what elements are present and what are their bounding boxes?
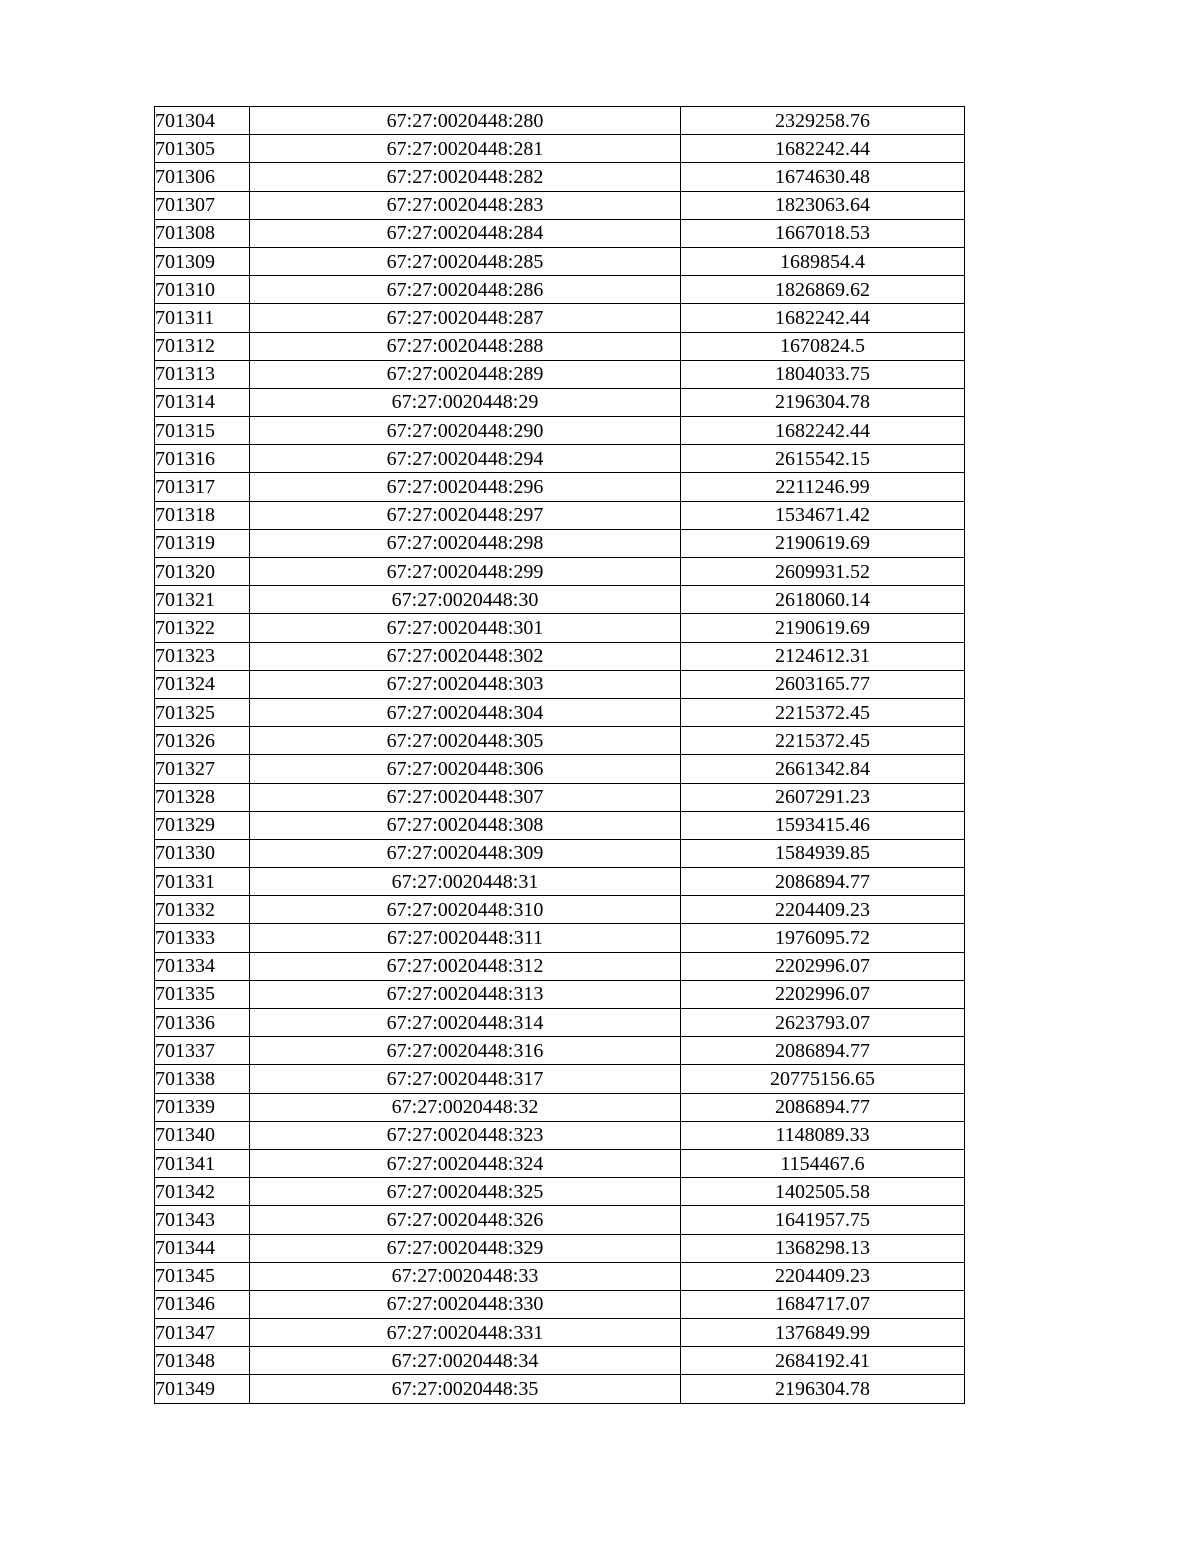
- table-row: [155, 811, 965, 839]
- row-id-cell: 701327: [155, 755, 250, 783]
- row-id-cell: 701345: [155, 1262, 250, 1290]
- cadastral-number-cell: 67:27:0020448:316: [250, 1037, 681, 1065]
- row-id-cell: 701336: [155, 1009, 250, 1037]
- table-row: [155, 191, 965, 219]
- value-cell: 2202996.07: [681, 952, 965, 980]
- table-row: [155, 1375, 965, 1403]
- value-cell: 1689854.4: [681, 247, 965, 275]
- value-cell: 2329258.76: [681, 107, 965, 135]
- value-cell: 2661342.84: [681, 755, 965, 783]
- cadastral-number-cell: 67:27:0020448:281: [250, 135, 681, 163]
- row-id-cell: 701344: [155, 1234, 250, 1262]
- table-row: [155, 727, 965, 755]
- table-row: [155, 304, 965, 332]
- row-id-cell: 701323: [155, 642, 250, 670]
- table-row: [155, 952, 965, 980]
- value-cell: 2603165.77: [681, 670, 965, 698]
- table-row: [155, 896, 965, 924]
- table-row: [155, 670, 965, 698]
- value-cell: 1826869.62: [681, 276, 965, 304]
- table-row: [155, 332, 965, 360]
- table-row: [155, 839, 965, 867]
- row-id-cell: 701349: [155, 1375, 250, 1403]
- cadastral-number-cell: 67:27:0020448:317: [250, 1065, 681, 1093]
- cadastral-number-cell: 67:27:0020448:33: [250, 1262, 681, 1290]
- table-row: [155, 755, 965, 783]
- row-id-cell: 701337: [155, 1037, 250, 1065]
- cadastral-number-cell: 67:27:0020448:304: [250, 698, 681, 726]
- cadastral-number-cell: 67:27:0020448:312: [250, 952, 681, 980]
- value-cell: 1148089.33: [681, 1121, 965, 1149]
- table-row: [155, 783, 965, 811]
- row-id-cell: 701331: [155, 868, 250, 896]
- cadastral-number-cell: 67:27:0020448:311: [250, 924, 681, 952]
- cadastral-number-cell: 67:27:0020448:29: [250, 388, 681, 416]
- value-cell: 1682242.44: [681, 417, 965, 445]
- value-cell: 2204409.23: [681, 896, 965, 924]
- row-id-cell: 701343: [155, 1206, 250, 1234]
- cadastral-number-cell: 67:27:0020448:32: [250, 1093, 681, 1121]
- cadastral-number-cell: 67:27:0020448:314: [250, 1009, 681, 1037]
- cadastral-number-cell: 67:27:0020448:298: [250, 529, 681, 557]
- table-row: [155, 1234, 965, 1262]
- row-id-cell: 701311: [155, 304, 250, 332]
- cadastral-number-cell: 67:27:0020448:310: [250, 896, 681, 924]
- value-cell: 20775156.65: [681, 1065, 965, 1093]
- value-cell: 2086894.77: [681, 868, 965, 896]
- cadastral-number-cell: 67:27:0020448:326: [250, 1206, 681, 1234]
- row-id-cell: 701318: [155, 501, 250, 529]
- table-body: [155, 107, 965, 1404]
- row-id-cell: 701328: [155, 783, 250, 811]
- value-cell: 1823063.64: [681, 191, 965, 219]
- row-id-cell: 701335: [155, 980, 250, 1008]
- value-cell: 2623793.07: [681, 1009, 965, 1037]
- cadastral-number-cell: 67:27:0020448:308: [250, 811, 681, 839]
- value-cell: 2618060.14: [681, 586, 965, 614]
- value-cell: 1674630.48: [681, 163, 965, 191]
- row-id-cell: 701347: [155, 1319, 250, 1347]
- row-id-cell: 701342: [155, 1178, 250, 1206]
- value-cell: 1670824.5: [681, 332, 965, 360]
- table-row: [155, 107, 965, 135]
- value-cell: 2204409.23: [681, 1262, 965, 1290]
- table-row: [155, 1319, 965, 1347]
- cadastral-number-cell: 67:27:0020448:324: [250, 1149, 681, 1177]
- row-id-cell: 701305: [155, 135, 250, 163]
- value-cell: 1682242.44: [681, 304, 965, 332]
- value-cell: 2196304.78: [681, 1375, 965, 1403]
- row-id-cell: 701313: [155, 360, 250, 388]
- table-row: [155, 868, 965, 896]
- table-row: [155, 980, 965, 1008]
- row-id-cell: 701329: [155, 811, 250, 839]
- row-id-cell: 701317: [155, 473, 250, 501]
- row-id-cell: 701321: [155, 586, 250, 614]
- value-cell: 1368298.13: [681, 1234, 965, 1262]
- table-row: [155, 1149, 965, 1177]
- cadastral-number-cell: 67:27:0020448:302: [250, 642, 681, 670]
- cadastral-number-cell: 67:27:0020448:288: [250, 332, 681, 360]
- table-row: [155, 1093, 965, 1121]
- cadastral-number-cell: 67:27:0020448:329: [250, 1234, 681, 1262]
- cadastral-number-cell: 67:27:0020448:31: [250, 868, 681, 896]
- table-row: [155, 614, 965, 642]
- row-id-cell: 701310: [155, 276, 250, 304]
- row-id-cell: 701326: [155, 727, 250, 755]
- value-cell: 2215372.45: [681, 698, 965, 726]
- cadastral-number-cell: 67:27:0020448:309: [250, 839, 681, 867]
- row-id-cell: 701339: [155, 1093, 250, 1121]
- row-id-cell: 701309: [155, 247, 250, 275]
- cadastral-number-cell: 67:27:0020448:284: [250, 219, 681, 247]
- table-row: [155, 586, 965, 614]
- cadastral-number-cell: 67:27:0020448:34: [250, 1347, 681, 1375]
- cadastral-number-cell: 67:27:0020448:323: [250, 1121, 681, 1149]
- cadastral-number-cell: 67:27:0020448:296: [250, 473, 681, 501]
- value-cell: 2086894.77: [681, 1037, 965, 1065]
- cadastral-number-cell: 67:27:0020448:30: [250, 586, 681, 614]
- row-id-cell: 701333: [155, 924, 250, 952]
- row-id-cell: 701338: [155, 1065, 250, 1093]
- table-row: [155, 924, 965, 952]
- cadastral-number-cell: 67:27:0020448:282: [250, 163, 681, 191]
- value-cell: 1376849.99: [681, 1319, 965, 1347]
- cadastral-number-cell: 67:27:0020448:303: [250, 670, 681, 698]
- table-row: [155, 1065, 965, 1093]
- cadastral-number-cell: 67:27:0020448:325: [250, 1178, 681, 1206]
- table-row: [155, 247, 965, 275]
- table-row: [155, 529, 965, 557]
- value-cell: 2211246.99: [681, 473, 965, 501]
- value-cell: 1402505.58: [681, 1178, 965, 1206]
- cadastral-number-cell: 67:27:0020448:297: [250, 501, 681, 529]
- row-id-cell: 701332: [155, 896, 250, 924]
- cadastral-number-cell: 67:27:0020448:35: [250, 1375, 681, 1403]
- cadastral-number-cell: 67:27:0020448:307: [250, 783, 681, 811]
- row-id-cell: 701324: [155, 670, 250, 698]
- value-cell: 1682242.44: [681, 135, 965, 163]
- cadastral-number-cell: 67:27:0020448:285: [250, 247, 681, 275]
- value-cell: 2607291.23: [681, 783, 965, 811]
- cadastral-number-cell: 67:27:0020448:280: [250, 107, 681, 135]
- cadastral-number-cell: 67:27:0020448:287: [250, 304, 681, 332]
- value-cell: 2615542.15: [681, 445, 965, 473]
- table-row: [155, 1347, 965, 1375]
- value-cell: 1154467.6: [681, 1149, 965, 1177]
- row-id-cell: 701304: [155, 107, 250, 135]
- table-row: [155, 1037, 965, 1065]
- value-cell: 2684192.41: [681, 1347, 965, 1375]
- value-cell: 2609931.52: [681, 558, 965, 586]
- table-row: [155, 1206, 965, 1234]
- row-id-cell: 701341: [155, 1149, 250, 1177]
- cadastral-number-cell: 67:27:0020448:301: [250, 614, 681, 642]
- value-cell: 1534671.42: [681, 501, 965, 529]
- row-id-cell: 701312: [155, 332, 250, 360]
- value-cell: 2086894.77: [681, 1093, 965, 1121]
- row-id-cell: 701306: [155, 163, 250, 191]
- table-row: [155, 558, 965, 586]
- table-row: [155, 388, 965, 416]
- table-row: [155, 445, 965, 473]
- value-cell: 1641957.75: [681, 1206, 965, 1234]
- table-row: [155, 219, 965, 247]
- row-id-cell: 701319: [155, 529, 250, 557]
- value-cell: 2215372.45: [681, 727, 965, 755]
- row-id-cell: 701340: [155, 1121, 250, 1149]
- cadastral-number-cell: 67:27:0020448:286: [250, 276, 681, 304]
- table-row: [155, 135, 965, 163]
- row-id-cell: 701346: [155, 1290, 250, 1318]
- cadastral-number-cell: 67:27:0020448:305: [250, 727, 681, 755]
- table-row: [155, 276, 965, 304]
- row-id-cell: 701315: [155, 417, 250, 445]
- table-row: [155, 698, 965, 726]
- value-cell: 2190619.69: [681, 529, 965, 557]
- value-cell: 1584939.85: [681, 839, 965, 867]
- table-row: [155, 360, 965, 388]
- value-cell: 2196304.78: [681, 388, 965, 416]
- cadastral-number-cell: 67:27:0020448:306: [250, 755, 681, 783]
- value-cell: 1667018.53: [681, 219, 965, 247]
- row-id-cell: 701322: [155, 614, 250, 642]
- table-row: [155, 1262, 965, 1290]
- value-cell: 1684717.07: [681, 1290, 965, 1318]
- row-id-cell: 701308: [155, 219, 250, 247]
- row-id-cell: 701307: [155, 191, 250, 219]
- table-row: [155, 501, 965, 529]
- row-id-cell: 701325: [155, 698, 250, 726]
- cadastral-number-cell: 67:27:0020448:330: [250, 1290, 681, 1318]
- cadastral-number-cell: 67:27:0020448:294: [250, 445, 681, 473]
- row-id-cell: 701316: [155, 445, 250, 473]
- table-row: [155, 163, 965, 191]
- row-id-cell: 701348: [155, 1347, 250, 1375]
- cadastral-number-cell: 67:27:0020448:289: [250, 360, 681, 388]
- value-cell: 1804033.75: [681, 360, 965, 388]
- row-id-cell: 701320: [155, 558, 250, 586]
- row-id-cell: 701314: [155, 388, 250, 416]
- cadastral-number-cell: 67:27:0020448:299: [250, 558, 681, 586]
- table-row: [155, 1178, 965, 1206]
- table-row: [155, 473, 965, 501]
- value-cell: 2190619.69: [681, 614, 965, 642]
- cadastral-number-cell: 67:27:0020448:313: [250, 980, 681, 1008]
- data-table: [154, 106, 965, 1404]
- table-row: [155, 1290, 965, 1318]
- row-id-cell: 701330: [155, 839, 250, 867]
- table-row: [155, 642, 965, 670]
- cadastral-number-cell: 67:27:0020448:283: [250, 191, 681, 219]
- table-row: [155, 1121, 965, 1149]
- value-cell: 2202996.07: [681, 980, 965, 1008]
- value-cell: 2124612.31: [681, 642, 965, 670]
- table-row: [155, 1009, 965, 1037]
- value-cell: 1593415.46: [681, 811, 965, 839]
- cadastral-number-cell: 67:27:0020448:331: [250, 1319, 681, 1347]
- row-id-cell: 701334: [155, 952, 250, 980]
- value-cell: 1976095.72: [681, 924, 965, 952]
- table-row: [155, 417, 965, 445]
- cadastral-number-cell: 67:27:0020448:290: [250, 417, 681, 445]
